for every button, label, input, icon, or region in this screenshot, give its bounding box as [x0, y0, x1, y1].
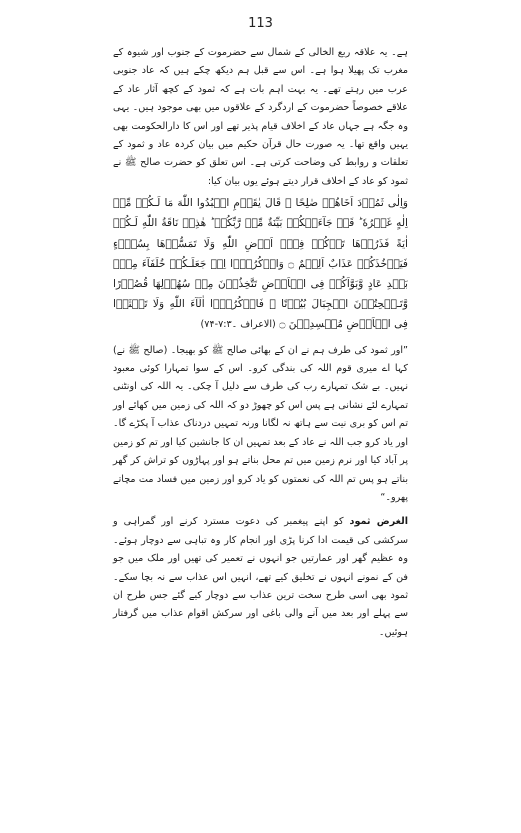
- conclusion-lead: الغرض ثمود: [349, 516, 408, 528]
- quran-verse: [113, 193, 408, 335]
- page-body: [113, 44, 408, 642]
- conclusion-text: کو اپنے پیغمبر کی دعوت مسترد کرنے اور گمراہی و سرکشی کی قیمت ادا کرنا پڑی اور انجام کار وہ تباہی سے دوچار ہوئے۔ وہ عظیم گھر اور عمارتیں جو انہوں نے تعمیر کی تھیں اور ملک میں جو فن کے نمونے انہوں نے تخلیق کیے تھے، انہیں اس عذاب سے نہ بچا سکے۔ ثمود بھی اسی طرح سخت ترین عذاب سے دوچار کیے گئے جس طرح ان سے پہلے اور بعد میں آنے والی باغی اور سرکش اقوام عذاب میں گرفتار ہوئیں۔: [113, 516, 408, 638]
- verse-translation: ”اور ثمود کی طرف ہم نے ان کے بھائی صالح ﷺ کو بھیجا۔ (صالح ﷺ نے) کہا اے میری قوم اللہ کی بندگی کرو۔ اس کے سوا تمہارا کوئی معبود نہیں۔ بے شک تمہارے رب کی طرف سے دلیل آ چکی۔ یہ اللہ کی اونٹنی تمہارے لئے نشانی ہے پس اس کو چھوڑ دو کہ اللہ کی زمین میں کھائے اور تم اس کو بری نیت سے ہاتھ نہ لگانا ورنہ تمہیں دردناک عذاب آ پکڑے گا۔ اور یاد کرو جب اللہ نے عاد کے بعد تمہیں ان کا جانشین کیا اور تم کو زمین پر آباد کیا اور نرم زمین میں تم محل بناتے ہو اور پہاڑوں کو تراش کر گھر بناتے ہو پس تم اللہ کی نعمتوں کو یاد کرو اور زمین میں فساد مت مچاتے پھرو۔“: [113, 344, 408, 503]
- verse-text: وَاِلٰی ثَمُوۡدَ اَخَاهُمۡ صٰلِحًا ۘ قَالَ يٰقَوۡمِ اعۡبُدُوا اللّٰهَ مَا لَـكُمۡ مِّنۡ اِلٰهٍ غَيۡرُهٗ ؕ قَدۡ جَآءَتۡكُمۡ بَيِّنَةٌ مِّنۡ رَّبِّكُمۡ ؕ هٰذِهٖ نَاقَةُ اللّٰهِ لَـكُمۡ اٰيَةً فَذَرُوۡهَا تَاۡكُلۡ فِىۡۤ اَرۡضِ اللّٰهِ وَلَا تَمَسُّوۡهَا بِسُوۡٓءٍ فَيَاۡخُذَكُمۡ عَذَابٌ اَلِيۡمٌ ۝ وَاذۡكُرُوۡۤا اِذۡ جَعَلَـكُمۡ خُلَفَآءَ مِنۡۢ بَعۡدِ عَادٍ وَّبَوَّاَكُمۡ فِى الۡاَرۡضِ تَتَّخِذُوۡنَ مِنۡ سُهُوۡلِهَا قُصُوۡرًا وَّتَـنۡحِتُوۡنَ الۡجِبَالَ بُيُوۡتًا ۚ فَاذۡكُرُوۡۤا اٰلَآءَ اللّٰهِ وَلَا تَعۡثَوۡا فِى الۡاَرۡضِ مُفۡسِدِيۡنَ ۝: [113, 197, 408, 331]
- conclusion-paragraph: [113, 513, 408, 642]
- page-number: 113: [248, 16, 273, 31]
- intro-paragraph: ہے۔ یہ علاقہ ربع الخالی کے شمال سے حضرموت کے جنوب اور شیوہ کے مغرب تک پھیلا ہوا ہے۔ اس سے قبل ہم دیکھ چکے ہیں کہ عاد جنوبی عرب میں رہتے تھے۔ یہ بہت اہم بات ہے کہ ثمود کے کچھ آثار عاد کے علاقے خصوصاً حضرموت کے اردگرد کے علاقوں میں بھی موجود ہیں۔ یہی وہ جگہ ہے جہاں عاد کے اخلاف قیام پذیر تھے اور اس کا دارالحکومت بھی یہیں واقع تھا۔ یہ صورت حال قرآن حکیم میں بیان کردہ عاد و ثمود کے تعلقات و روابط کی وضاحت کرتی ہے۔ اس تعلق کو حضرت صالح ﷺ نے ثمود کو عاد کے اخلاف قرار دیتے ہوئے یوں بیان کیا:: [113, 47, 408, 187]
- verse-reference: (الاعراف ۔۷:۳-۷۴): [200, 319, 276, 331]
